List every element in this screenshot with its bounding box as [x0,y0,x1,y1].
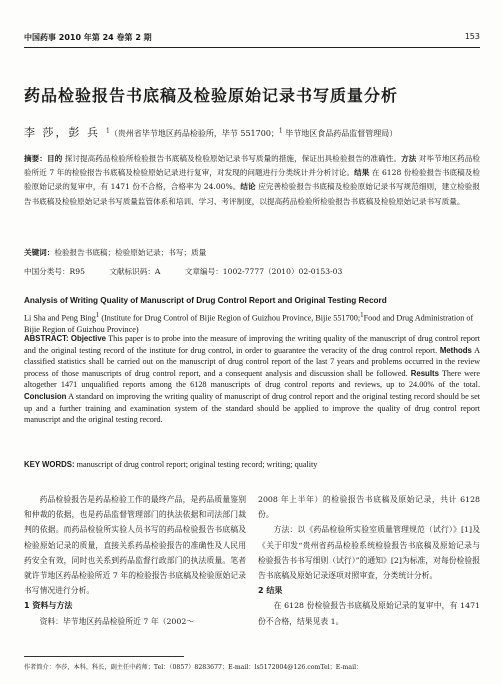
affiliation-mark: 1 [106,127,110,135]
purpose-text: 探讨提高药品检验所检验报告书底稿及检验原始记录书写质量的措施，保证出具检验报告的准确性。 [62,154,402,163]
english-keywords-text: manuscript of drug control report; original testing record; writing; quality [74,460,318,469]
conclusion-label: 结论 [240,182,256,192]
author-footnote: 作者简介：李莎，本科，科长，副主任中药师；Tel：（0857）8283677；E-mail：ls5172004@126.comTel；E-mail： [24,664,363,671]
journal-name: 中国药事 2010 年第 24 卷第 2 期 [24,33,152,42]
methods-paragraph: 方法：以《药品检验所实验室质量管理规范（试行）》[1]及《关于印发“贵州省药品检验系统检验报告书底稿及原始记录与检验报告书书写细则（试行）”的通知》[2]为标准，对每份检验报告书底稿及原始记录逐项对照审查，分类统计分析。 [258,525,480,581]
english-authors [24,310,480,336]
body-column-right [258,492,480,629]
classification-line [24,266,480,277]
english-affil-mark: 1 [95,312,100,319]
english-author-names: Li Sha and Peng Bing [24,313,96,323]
journal-page [24,0,480,684]
affiliation-2-mark: 1 [278,127,283,135]
english-conclusion-text: A standard on improving the writing quality of manuscript of drug control report and the original testing record should be set up and a further training and examination system of the standard should be applied to improve the quality of drug control report manuscript and the original testing record. [24,391,480,425]
results-paragraph: 在 6128 份检验报告书底稿及原始记录的复审中，有 1471 份不合格，结果见表 1。 [258,601,480,626]
results-text: There were altogether 1471 unqualified reports among the 6128 manuscripts of drug control reports and reviews, up to 24.00% of the total. [24,368,480,390]
method-label: 方法 [401,154,417,163]
methods-text: A classified statistics shall be carried out on the manuscript of drug control report of the last 7 years and problems occurred in the review process of those manuscripts of drug control report, and a consequent analysis and discussion shall be followed. [24,345,481,378]
result-label: 结果 [354,168,370,178]
purpose-label: 目的 [46,154,63,163]
english-abstract [24,333,480,426]
document-code: 文献标识码：A [109,267,161,276]
clc-number: 中国分类号：R95 [24,267,85,276]
conclusion-text: 应完善检验报告书底稿及检验原始记录书写规范细则，建立检验报告书底稿及检验原始记录书写质量监管体系和培训、学习、考评制度，以提高药品检验所检验报告书底稿及检验原始记录书写质量。 [24,182,480,206]
materials-paragraph: 资料：毕节地区药品检验所近 7 年（2002～ [39,616,195,626]
english-affiliation-2: Food and Drug Administration of Bijie Region of Guizhou Province) [24,313,474,335]
english-affiliation-1: (Institute for Drug Control of Bijie Region of Guizhou Province, Bijie 551700; [101,313,361,323]
english-title: Analysis of Writing Quality of Manuscript of Drug Control Report and Original Testing Record [24,296,387,305]
english-affil-2-mark: 1 [360,312,364,319]
english-abstract-label: ABSTRACT: [24,334,69,343]
result-text: 在 6128 份检验报告书底稿及检验原始记录的复审中，有 1471 份不合格，合格率为 24.00%。 [24,168,480,192]
objective-label: Objective [70,334,107,343]
english-conclusion-label: Conclusion [24,391,67,401]
materials-continued: 2008 年上半年）的检验报告书底稿及原始记录，共计 6128 份。 [258,495,480,520]
chinese-keywords [24,247,480,258]
article-number: 文章编号：1002-7777（2010）02-0153-03 [184,267,343,276]
english-keywords [24,460,480,469]
objective-text: This paper is to probe into the measure of improving the writing quality of the manuscript of drug control report and the original testing record of the institute for drug control, in order to guarantee the veracity of the drug control report. [24,334,480,355]
methods-label: Methods [439,345,472,355]
method-text: 对毕节地区药品检验所近 7 年的检验报告书底稿及检验原始记录进行复审，对发现的问题进行分类统计并分析讨论。 [24,154,481,178]
affiliation-main: （贵州省毕节地区药品检验所，毕节 551700； [109,129,279,138]
section-heading-2: 2 结果 [258,586,283,596]
article-title: 药品检验报告书底稿及检验原始记录书写质量分析 [24,86,399,105]
keywords-text: 检验报告书底稿；检验原始记录；书写；质量 [54,248,207,257]
section-heading-1: 1 资料与方法 [24,601,73,611]
running-header [24,30,480,44]
author-line [24,124,480,140]
affiliation-2: 毕节地区食品药品监督管理局） [282,129,398,138]
page-number: 153 [464,32,480,41]
abstract-label: 摘要： [24,154,47,163]
intro-paragraph: 药品检验报告是药品检验工作的最终产品，是药品质量鉴别和仲裁的依据，也是药品监督管理部门的执法依据和司法部门裁判的依据。而药品检验所实验人员书写的药品检验报告书底稿及检验原始记录的质量，直接关系药品检验报告的准确性及人民用药安全有效，同时也关系到药品监督行政部门的执法质量。笔者就许节地区药品检验所近 7 年的检验报告书底稿及检验原始记录书写情况进行分析。 [24,495,246,596]
author-names: 李 莎，彭 兵 [24,126,100,139]
chinese-abstract [24,152,480,209]
results-label: Results [410,368,439,378]
keywords-label: 关键词： [24,248,55,257]
body-column-left [24,492,246,629]
header-rule [24,47,480,48]
english-keywords-label: KEY WORDS: [24,460,75,469]
footnote-rule [24,656,184,657]
